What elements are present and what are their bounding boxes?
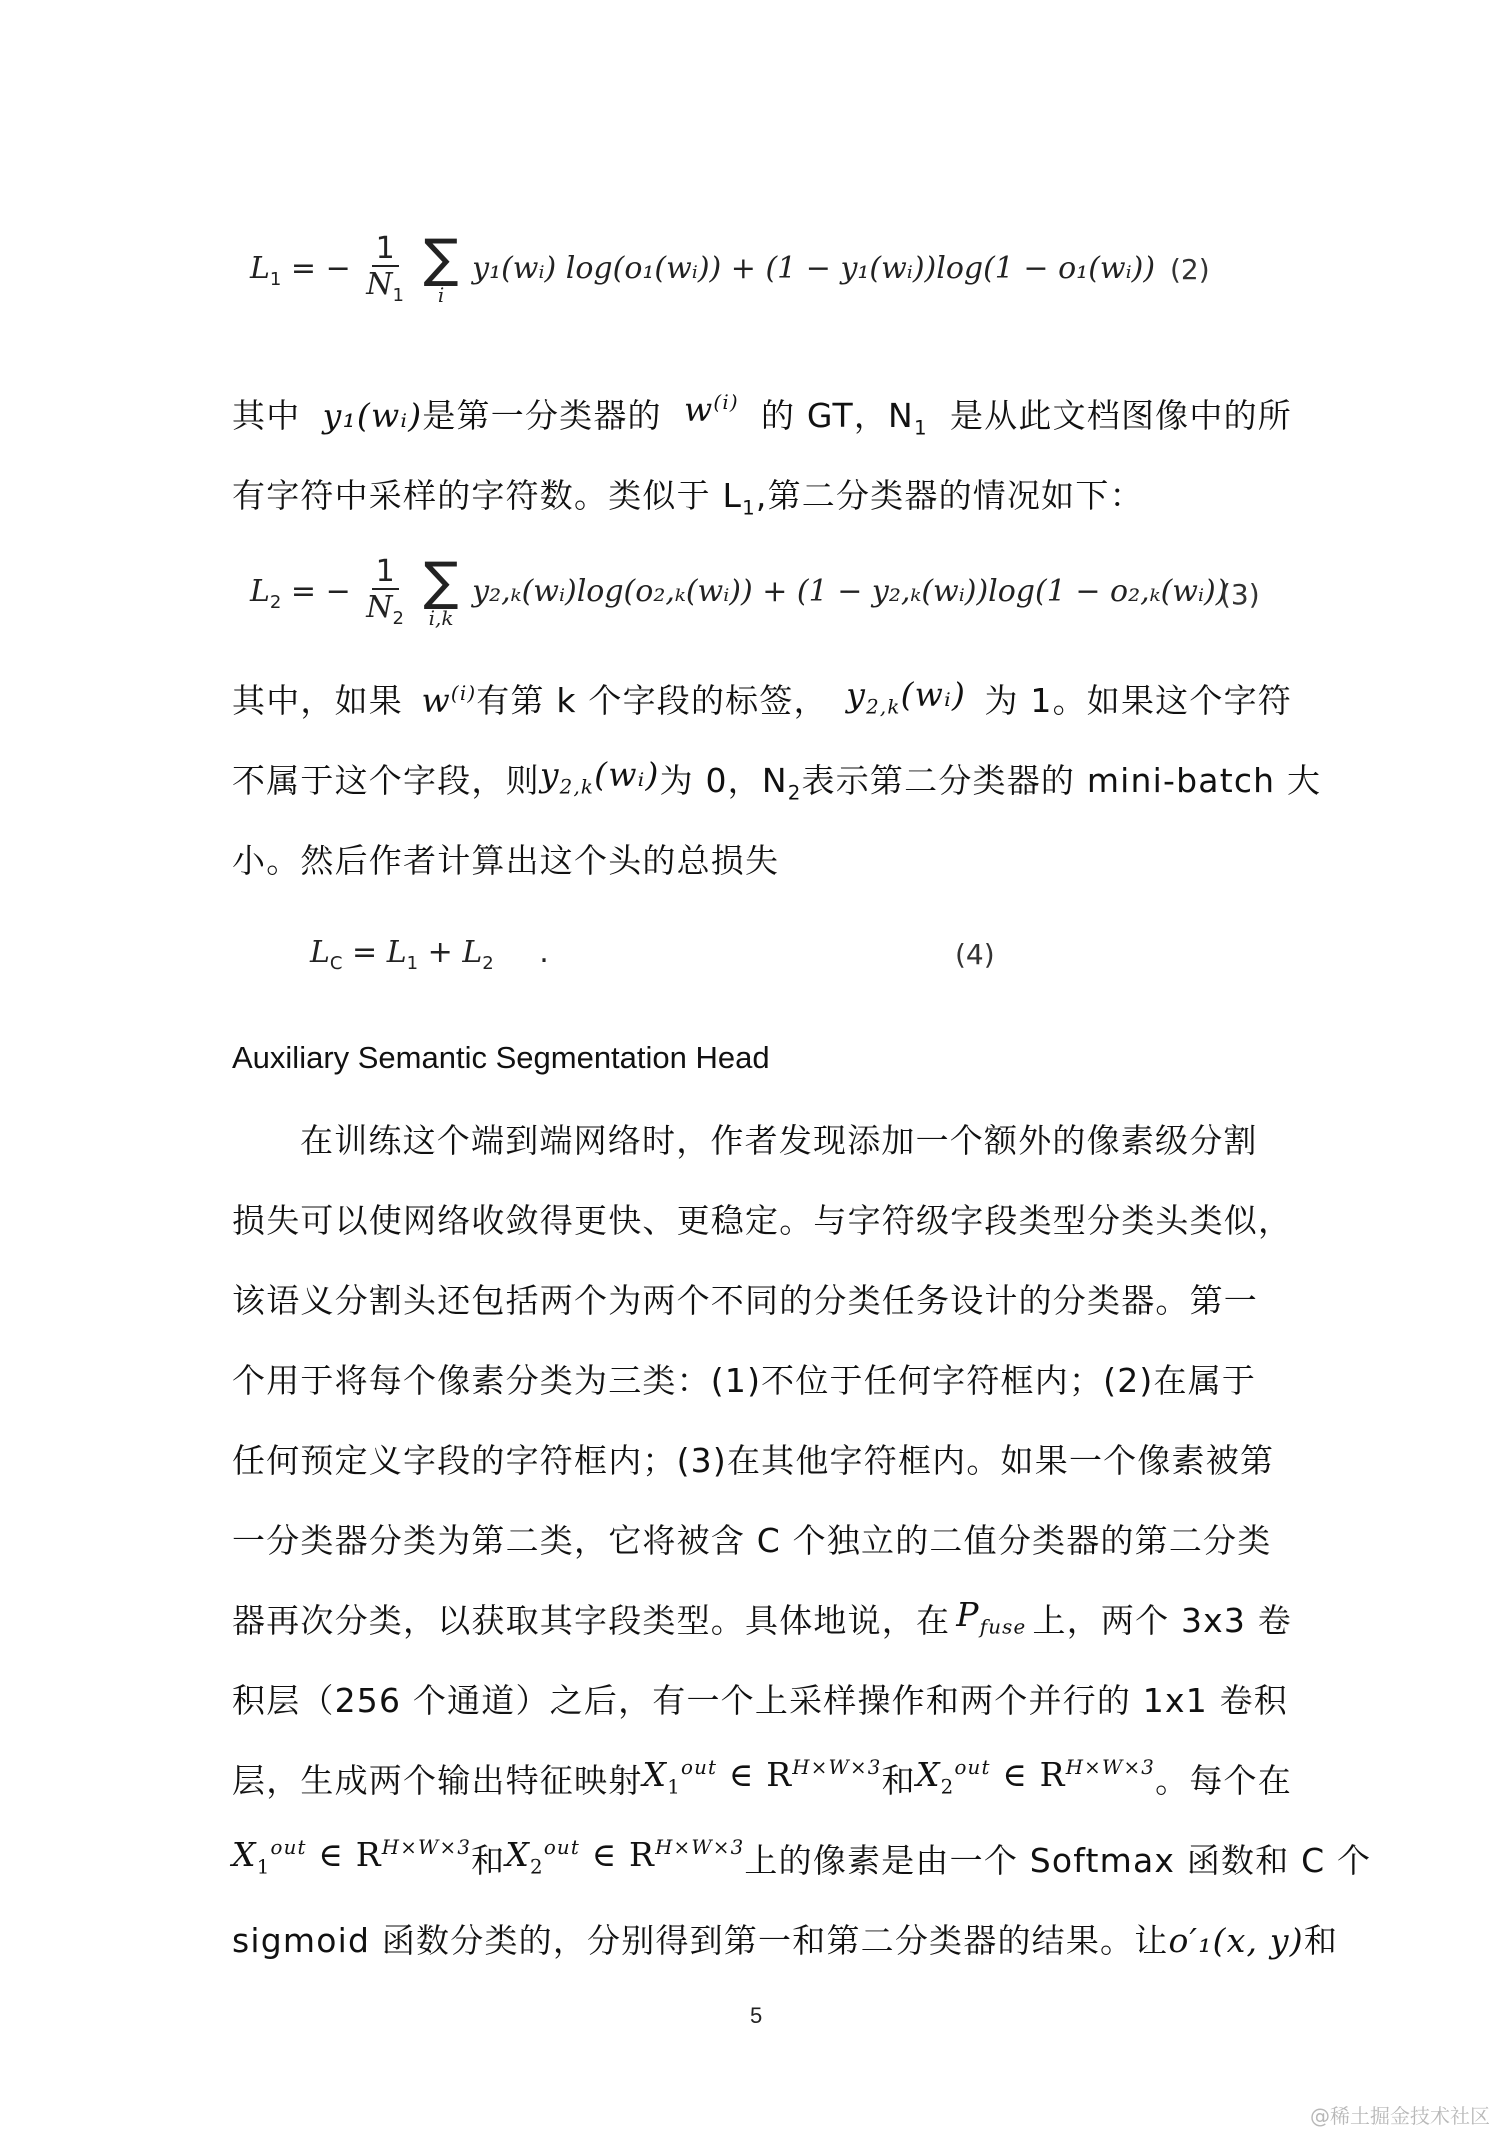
eq2-frac-den-sub: 1: [392, 285, 404, 306]
para3-line9-text-a: 层，生成两个输出特征映射: [232, 1761, 643, 1800]
para2-line3-text: 小。然后作者计算出这个头的总损失: [232, 841, 780, 880]
para3-line11: [232, 1915, 1339, 1962]
page-number: 5: [750, 2003, 763, 2028]
para2-line2-text-a: 不属于这个字段，则: [232, 761, 540, 800]
para1-line2-text: 有字符中采样的字符数。类似于 L: [232, 476, 743, 515]
equation-2: $L_1$ = − $\frac{1}{N_1}$ ∑ i y₁(wᵢ) log(o₁(wᵢ)) + (1 − y₁(wᵢ))log(1 − o₁(wᵢ)): [250, 229, 1156, 308]
para3-line-text: 一分类器分类为第二类，它将被含 C 个独立的二值分类器的第二分类: [232, 1521, 1272, 1560]
eq3-lhs: L: [250, 573, 270, 609]
n2-sub: 2: [787, 781, 802, 805]
para3-line7: [232, 1595, 1292, 1642]
eq4-rhs-b: L: [462, 935, 483, 970]
para3-line-text: 个用于将每个像素分类为三类：(1)不位于任何字符框内；(2)在属于: [232, 1361, 1257, 1400]
w-i-sup-2: (i): [450, 682, 477, 705]
equation-4-number: (4): [955, 938, 995, 971]
para1-line2: [232, 470, 1292, 520]
eq4-dot: .: [539, 935, 549, 970]
para2-line2-text-c: 表示第二分类器的 mini-batch 大: [801, 761, 1322, 800]
x2-in-r-math: $X_2^{out}$ ∈ $R^{H\times W\times 3}$: [915, 1755, 1156, 1799]
eq2-lhs-sub: 1: [269, 268, 282, 290]
eq3-sum: ∑ i,k: [423, 552, 459, 631]
para3-line-text: 该语义分割头还包括两个为两个不同的分类任务设计的分类器。第一: [232, 1281, 1258, 1320]
watermark: @稀土掘金技术社区: [1310, 2104, 1490, 2128]
and-text-2: 和: [471, 1841, 506, 1880]
eq4-lhs-sub: C: [329, 953, 343, 974]
eq2-lhs: L: [250, 250, 270, 286]
l1-sub: 1: [742, 496, 756, 520]
para3-line2: [232, 1195, 1292, 1242]
para3-line3: [232, 1275, 1292, 1322]
para3-line7-text-b: 上，两个 3x3 卷: [1032, 1601, 1292, 1640]
para1-line2-text-b: ,第二分类器的情况如下：: [755, 476, 1144, 515]
eq3-lhs-sub: 2: [269, 591, 282, 613]
para1-text-c: 的 GT，N: [761, 396, 914, 435]
para2-line1: [232, 675, 1292, 722]
para2-text-a: 其中，如果: [232, 681, 403, 720]
para3-line10: [232, 1835, 1372, 1882]
p-fuse-sub: fuse: [979, 1615, 1027, 1639]
eq2-sum: ∑ i: [423, 229, 459, 308]
para3-line8: [232, 1675, 1292, 1722]
para3-line11-text-a: sigmoid 函数分类的，分别得到第一和第二分类器的结果。让: [232, 1921, 1169, 1960]
para1-text-b: 是第一分类器的: [422, 396, 662, 435]
para3-line10-end: 上的像素是由一个 Softmax 函数和 C 个: [744, 1841, 1372, 1880]
y2k-arg: (wᵢ): [900, 675, 967, 714]
eq4-lhs: L: [310, 935, 330, 970]
eq3-sum-index: i,k: [428, 606, 454, 631]
para3-line6: [232, 1515, 1292, 1562]
eq4-rhs-a-sub: 1: [406, 953, 419, 974]
w-i-math-2: w: [421, 681, 451, 720]
eq3-frac-den: N: [366, 590, 393, 625]
x2-in-r-math-2: $X_2^{out}$ ∈ $R^{H\times W\times 3}$: [505, 1835, 745, 1879]
equation-3-number: (3): [1220, 578, 1260, 611]
para2-line3: [232, 835, 1292, 882]
para3-line5: [232, 1435, 1292, 1482]
eq2-fraction: [366, 232, 404, 307]
y1-wi-math: y₁(wᵢ): [322, 396, 423, 435]
o1-prime-math: o′₁(x, y): [1168, 1921, 1304, 1960]
eq3-body: y₂,ₖ(wᵢ)log(o₂,ₖ(wᵢ)) + (1 − y₂,ₖ(wᵢ))log(1 − o₂,ₖ(wᵢ)): [472, 573, 1228, 609]
w-i-sup: (i): [713, 391, 739, 414]
y2k-arg-2: (wᵢ): [594, 755, 660, 794]
para3-line4: [232, 1355, 1292, 1402]
para3-line9-end: 。每个在: [1155, 1761, 1292, 1800]
eq3-frac-num: 1: [372, 555, 399, 590]
para1-text-a: 其中: [232, 396, 301, 435]
equation-3: $L_2$ = − $\frac{1}{N_2}$ ∑ i,k y₂,ₖ(wᵢ)log(o₂,ₖ(wᵢ)) + (1 − y₂,ₖ(wᵢ))log(1 − o₂,ₖ(wᵢ)): [250, 552, 1228, 631]
eq3-fraction: [366, 555, 404, 630]
para3-line9: [232, 1755, 1292, 1802]
para3-line-text: 任何预定义字段的字符框内；(3)在其他字符框内。如果一个像素被第: [232, 1441, 1275, 1480]
para2-line2-text-b: 为 0，N: [659, 761, 788, 800]
para3-line11-text-b: 和: [1303, 1921, 1339, 1960]
para3-line-text: 损失可以使网络收敛得更快、更稳定。与字符级字段类型分类头类似，: [232, 1201, 1293, 1240]
eq2-frac-den: N: [366, 267, 393, 302]
eq2-sum-index: i: [437, 283, 445, 308]
para1-text-d: 是从此文档图像中的所: [949, 396, 1292, 435]
section-heading: Auxiliary Semantic Segmentation Head: [232, 1040, 770, 1075]
eq4-rhs-a: L: [386, 935, 407, 970]
x1-in-r-math-2: $X_1^{out}$ ∈ $R^{H\times W\times 3}$: [232, 1835, 472, 1879]
eq2-frac-num: 1: [372, 232, 399, 267]
eq2-body: y₁(wᵢ) log(o₁(wᵢ)) + (1 − y₁(wᵢ))log(1 − o₁(wᵢ)): [472, 250, 1156, 286]
equation-4: $L_C = L_1 + L_2$ .: [310, 935, 549, 974]
eq3-frac-den-sub: 2: [392, 608, 404, 629]
para3-line1: [300, 1115, 1292, 1162]
para1-line1: [232, 390, 1292, 440]
w-i-math: w: [683, 390, 714, 429]
para2-text-c: 为 1。如果这个字符: [984, 681, 1292, 720]
equation-2-number: (2): [1170, 253, 1210, 286]
y2k-math: y: [846, 675, 867, 714]
and-text: 和: [881, 1761, 916, 1800]
n1-sub: 1: [913, 416, 928, 440]
eq4-rhs-b-sub: 2: [482, 953, 494, 974]
para2-line2: [232, 755, 1322, 805]
y2k-sub-2: 2,k: [559, 775, 595, 799]
para2-text-b: 有第 k 个字段的标签，: [476, 681, 828, 720]
p-fuse-math: P: [956, 1595, 980, 1634]
y2k-sub: 2,k: [866, 695, 901, 719]
para3-line-text: 在训练这个端到端网络时，作者发现添加一个额外的像素级分割: [300, 1121, 1258, 1160]
para3-line8-text: 积层（256 个通道）之后，有一个上采样操作和两个并行的 1x1 卷积: [232, 1681, 1288, 1720]
para3-line7-text-a: 器再次分类，以获取其字段类型。具体地说，在: [232, 1601, 951, 1640]
y2k-math-2: y: [539, 755, 560, 794]
x1-in-r-math: $X_1^{out}$ ∈ $R^{H\times W\times 3}$: [642, 1755, 882, 1799]
